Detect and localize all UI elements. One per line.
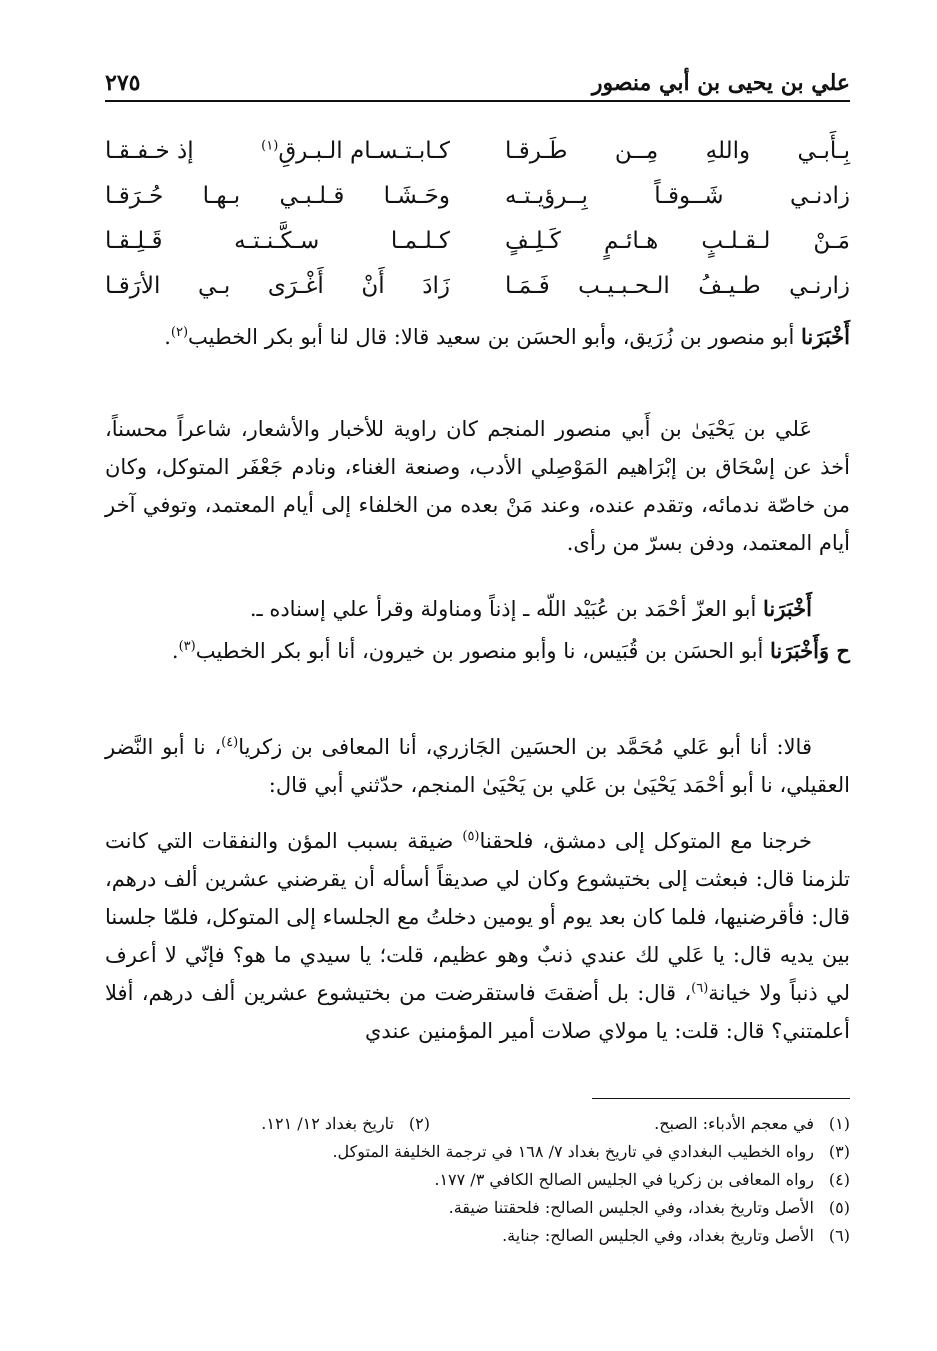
page-header bbox=[105, 60, 850, 96]
paragraph-text: أبو الحسَن بن قُبَيس، نا وأبو منصور بن خيرون، أنا أبو بكر الخطيب bbox=[195, 639, 770, 663]
ha-wa-akhbarana-keyword bbox=[770, 638, 850, 663]
footnote-number: (٥) bbox=[828, 1198, 850, 1217]
footnote-number: (٤) bbox=[828, 1170, 850, 1189]
paragraph-text: خرجنا مع المتوكل إلى دمشق، فلحقنا bbox=[479, 829, 812, 853]
paragraph-narration bbox=[105, 822, 850, 1050]
paragraph-text: ضيقة بسبب المؤن والنفقات التي كانت تلزمنا قال: فبعثت إلى بختيشوع وكان لي صديقاً أسأله أن يقرضني عشرين ألف درهم، قال: فأقرضنيها، فلما كان بعد يوم أو يومين دخلتُ مع الجلساء إلى المتوكل، فلمّا جلسنا بين يديه قال: يا عَلي لك عندي ذنبٌ وهو عظيم، قلت؛ يا سيدي ما هو؟ فإنّي لا أعرف لي ذنباً ولا خيانة bbox=[105, 829, 851, 1005]
poem-word: بِــرؤيـتـه bbox=[505, 182, 588, 209]
footnote-2 bbox=[261, 1110, 430, 1138]
verse-3-second-hemistich bbox=[105, 228, 450, 254]
page-number: ٢٧٥ bbox=[105, 70, 141, 96]
footnote-text: تاريخ بغداد ١٢/ ١٢١. bbox=[261, 1114, 394, 1133]
verse-2 bbox=[105, 173, 850, 218]
poem-word: بـهـا bbox=[202, 182, 241, 209]
footnote-3 bbox=[332, 1138, 850, 1166]
paragraph-isnad-1 bbox=[105, 318, 850, 356]
poem-word: أَنْ bbox=[361, 272, 385, 299]
poem-word: وحَـشَـا bbox=[383, 182, 450, 209]
verse-3-first-hemistich bbox=[505, 228, 850, 254]
poem-word: هـائـمٍ bbox=[603, 227, 659, 254]
verse-4-first-hemistich bbox=[505, 273, 850, 299]
poem-word: سـكَّـنـتـه bbox=[234, 227, 320, 254]
verse-4 bbox=[105, 263, 850, 308]
poem-word: واللهِ bbox=[705, 137, 751, 164]
paragraph-text: عَلي بن يَحْيَىٰ بن أَبي منصور المنجم كان راوية للأخبار والأشعار، شاعراً محسناً، أخذ عن إسْحَاق بن إبْرَاهيم المَوْصِلي الأدب، وصنعة الغناء، ونادم جَعْفَر المتوكل، وكان من خاصّة ندمائه، وتقدم عنده، وعند مَنْ بعده من الخلفاء إلى أيام المعتمد، وتوفي آخر أيام المعتمد، ودفن بسرّ من رأى. bbox=[105, 417, 850, 555]
footnote-6 bbox=[502, 1222, 850, 1250]
footnote-marker-2: (٢) bbox=[170, 325, 189, 340]
poem bbox=[105, 128, 850, 308]
footnote-row bbox=[105, 1110, 850, 1138]
poem-text: كـابـتـسـام الـبـرقِ bbox=[278, 137, 450, 164]
verse-1 bbox=[105, 128, 850, 173]
footnote-number: (١) bbox=[828, 1114, 850, 1133]
poem-word: أَغْـرَى bbox=[267, 272, 324, 299]
footnote-row bbox=[105, 1194, 850, 1222]
wa-akhbarana: وَأَخْبَرَنا bbox=[770, 638, 830, 663]
poem-word: بِـأَبـي bbox=[797, 137, 850, 164]
footnote-marker-6: (٦) bbox=[691, 981, 709, 996]
footnote-1 bbox=[430, 1110, 850, 1138]
poem-phrase bbox=[261, 138, 450, 164]
poem-word: زادنـي bbox=[789, 182, 850, 209]
poem-word: كـلـمـا bbox=[390, 227, 450, 254]
footnote-row bbox=[105, 1222, 850, 1250]
verse-1-first-hemistich bbox=[505, 138, 850, 164]
paragraph-end: . bbox=[164, 325, 171, 349]
footnote-marker-1: (١) bbox=[261, 137, 279, 153]
running-title: علي بن يحيى بن أبي منصور bbox=[591, 70, 850, 96]
paragraph-end: . bbox=[171, 639, 179, 663]
footnote-row bbox=[105, 1138, 850, 1166]
footnote-number: (٦) bbox=[828, 1226, 850, 1245]
paragraph-text: أبو منصور بن زُرَيق، وأبو الحسَن بن سعيد قالا: قال لنا أبو بكر الخطيب bbox=[188, 325, 802, 349]
poem-word: قَـلِـقـا bbox=[105, 227, 163, 254]
footnote-marker-4: (٤) bbox=[221, 735, 239, 750]
poem-word: مَـنْ bbox=[813, 227, 850, 254]
footnote-text: رواه الخطيب البغدادي في تاريخ بغداد ٧/ ١٦٨ في ترجمة الخليفة المتوكل. bbox=[332, 1142, 814, 1161]
paragraph-text: ، نا أبو النَّضر العقيلي، نا أبو أحْمَد يَحْيَىٰ بن عَلي بن يَحْيَىٰ المنجم، حدّثني أبي قال: bbox=[105, 735, 850, 797]
footnote-marker-5: (٥) bbox=[462, 829, 480, 844]
footnote-5 bbox=[449, 1194, 850, 1222]
verse-1-second-hemistich bbox=[105, 138, 450, 164]
poem-word: قـلـبـي bbox=[279, 182, 345, 209]
verse-2-second-hemistich bbox=[105, 183, 450, 209]
footnotes bbox=[105, 1110, 850, 1250]
poem-word: بـي bbox=[197, 272, 231, 299]
header-rule bbox=[105, 100, 850, 102]
poem-word: طَـرقـا bbox=[505, 137, 568, 164]
paragraph-isnad-3 bbox=[105, 632, 850, 670]
poem-word: شَــوقـاً bbox=[654, 182, 724, 209]
akhbarana-keyword: أَخْبَرَنا bbox=[801, 324, 850, 349]
poem-word: الـحـبـيـب bbox=[578, 272, 670, 299]
poem-word: كَـلِـفٍ bbox=[505, 227, 561, 254]
footnote-text: الأصل وتاريخ بغداد، وفي الجليس الصالح: فلحقتنا ضيقة. bbox=[448, 1198, 814, 1217]
footnote-text: رواه المعافى بن زكريا في الجليس الصالح الكافي ٣/ ١٧٧. bbox=[434, 1170, 814, 1189]
ha-letter: ح bbox=[829, 638, 850, 663]
paragraph-text: أبو العزّ أحْمَد بن عُبَيْد اللّه ـ إذناً ومناولة وقرأ علي إسناده ـ. bbox=[249, 597, 764, 621]
paragraph-isnad-2 bbox=[105, 590, 850, 628]
footnote-4 bbox=[434, 1166, 850, 1194]
verse-3 bbox=[105, 218, 850, 263]
verse-4-second-hemistich bbox=[105, 273, 450, 299]
footnote-text: الأصل وتاريخ بغداد، وفي الجليس الصالح: جناية. bbox=[502, 1226, 814, 1245]
footnote-text: في معجم الأدباء: الصبح. bbox=[654, 1114, 814, 1133]
poem-word: الأرَقـا bbox=[105, 272, 161, 299]
paragraph-text: ، قال: بل أضقتَ فاستقرضت من بختيشوع عشرين ألف درهم، أفلا أعلمتني؟ قال: قلت: يا مولاي صلات أمير المؤمنين عندي bbox=[105, 981, 850, 1043]
poem-word: حُـرَقـا bbox=[105, 182, 164, 209]
poem-word: مِــن bbox=[614, 137, 659, 164]
paragraph-isnad-4 bbox=[105, 728, 850, 804]
poem-word: زَادَ bbox=[422, 272, 450, 299]
footnote-marker-3: (٣) bbox=[178, 639, 196, 654]
poem-word: لـقـلـبٍ bbox=[701, 227, 771, 254]
verse-2-first-hemistich bbox=[505, 183, 850, 209]
poem-word: طـيـفُ bbox=[698, 272, 761, 299]
footnote-rule bbox=[592, 1098, 850, 1099]
poem-text: إذ خـفـقـا bbox=[105, 137, 194, 164]
poem-word: زارنـي bbox=[789, 272, 850, 299]
paragraph-biography bbox=[105, 410, 850, 562]
footnote-number: (٢) bbox=[408, 1114, 430, 1133]
paragraph-text: قالا: أنا أبو عَلي مُحَمَّد بن الحسَين الجَازري، أنا المعافى بن زكريا bbox=[238, 735, 812, 759]
akhbarana-keyword: أَخْبَرَنا bbox=[763, 596, 812, 621]
footnote-row bbox=[105, 1166, 850, 1194]
footnote-number: (٣) bbox=[828, 1142, 850, 1161]
poem-word: فَـمَـا bbox=[505, 272, 550, 299]
